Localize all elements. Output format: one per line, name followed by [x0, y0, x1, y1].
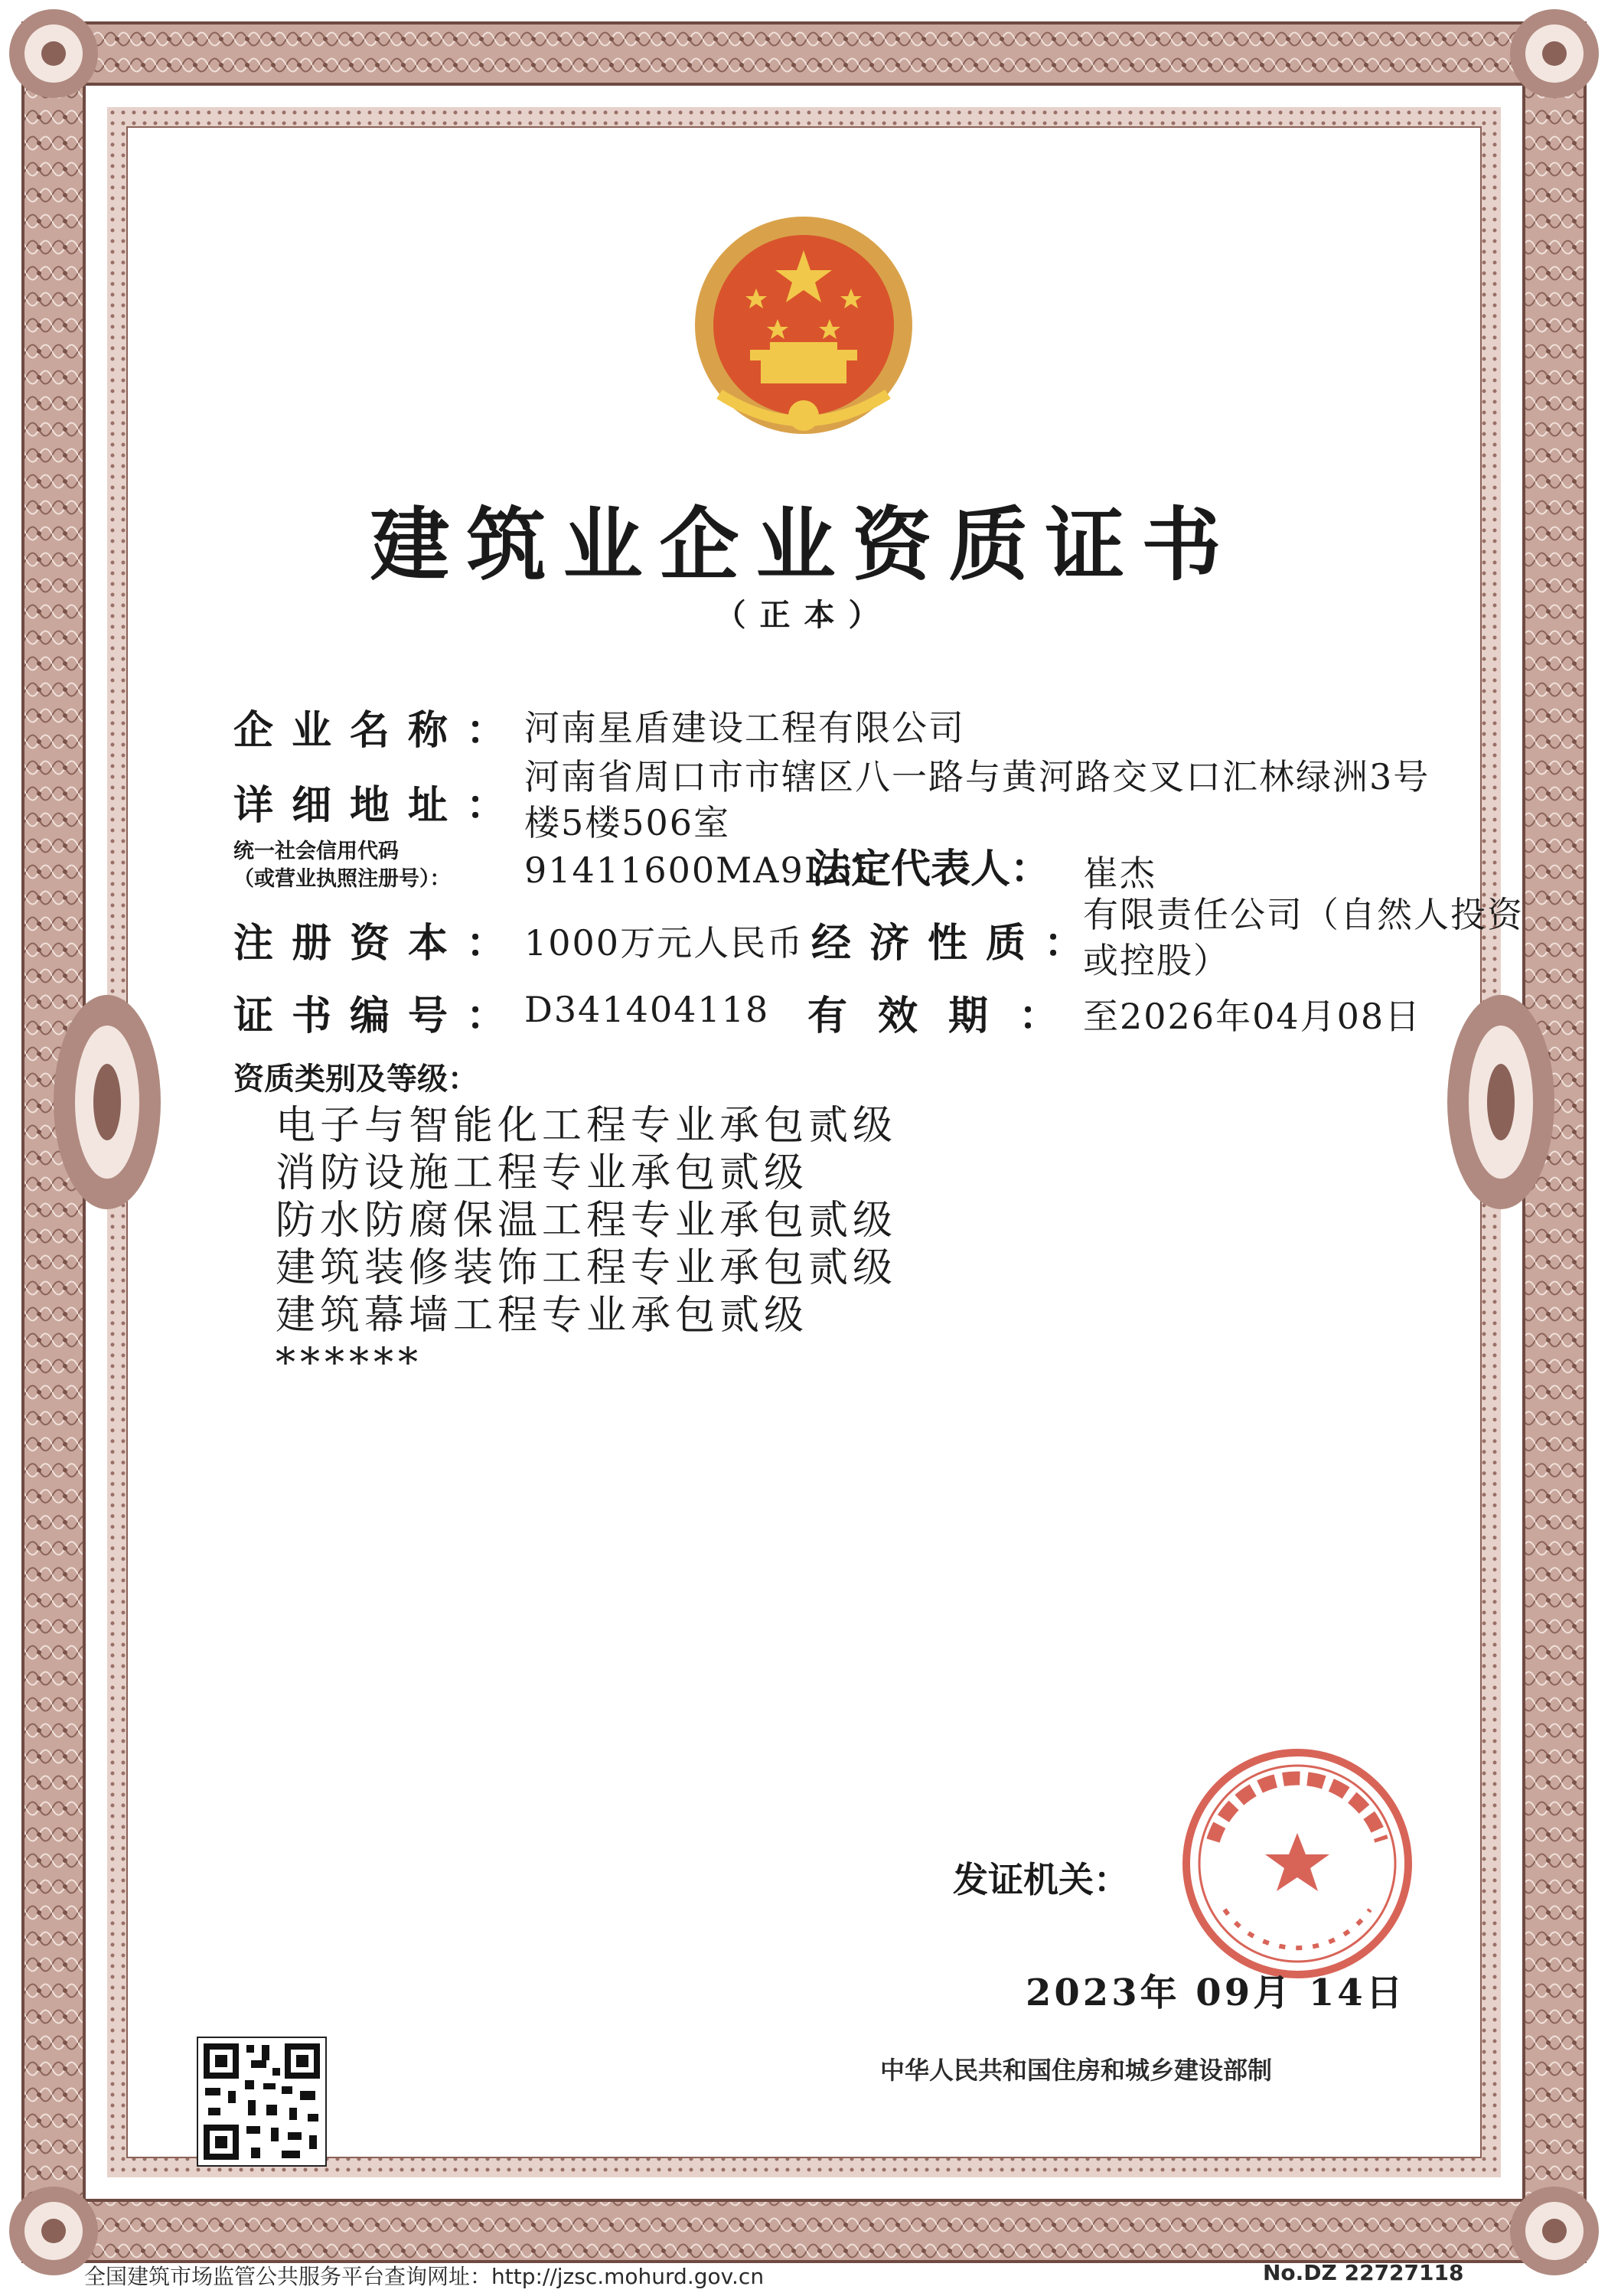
serial-number: No.DZ 22727118 [1263, 2260, 1464, 2285]
website-line: 全国建筑市场监管公共服务平台查询网址：http://jzsc.mohurd.gov.cn [84, 2264, 765, 2289]
credit-code-value: 91411600MA9L6L [524, 850, 879, 891]
cert-no-label: 证书编号： [233, 993, 525, 1039]
nature-label: 经济性质： [811, 921, 1103, 967]
issue-date: 2023年 09月 14日 [1026, 1971, 1406, 2014]
certificate-subtitle: （正本） [715, 598, 893, 633]
valid-value: 至2026年04月08日 [1083, 996, 1422, 1037]
legal-rep-value: 崔杰 [1083, 853, 1156, 894]
qualifications-list [276, 1102, 897, 1387]
credit-code-label [233, 838, 451, 893]
address-line-2: 楼5楼506室 [524, 802, 731, 843]
valid-label: 有效期： [807, 993, 1090, 1039]
address-value [524, 754, 1527, 846]
capital-label: 注册资本： [233, 921, 525, 967]
address-label: 详细地址： [233, 783, 525, 829]
company-name-label: 企业名称： [233, 708, 525, 754]
company-name-value: 河南星盾建设工程有限公司 [524, 707, 965, 748]
ministry-name: 中华人民共和国住房和城乡建设部制 [880, 2056, 1273, 2085]
nature-line-1: 有限责任公司（自然人投资 [1083, 894, 1524, 935]
national-emblem-icon [695, 217, 912, 434]
legal-rep-label: 法定代表人： [811, 846, 1051, 892]
issuer-label: 发证机关： [953, 1859, 1129, 1900]
qualifications-label: 资质类别及等级： [233, 1062, 478, 1097]
capital-value: 1000万元人民币 [524, 922, 804, 964]
certificate-title: 建筑业企业资质证书 [370, 498, 1238, 592]
nature-line-2: 或控股） [1083, 940, 1230, 981]
qr-code-icon [197, 2037, 326, 2166]
official-seal-icon [1186, 1753, 1408, 1975]
qualification-item: ****** [276, 1340, 422, 1386]
credit-code-label-line1: 统一社会信用代码 [233, 840, 399, 863]
qualification-item: 电子与智能化工程专业承包贰级 [276, 1103, 898, 1149]
qualification-item: 消防设施工程专业承包贰级 [276, 1150, 809, 1196]
cert-no-value: D341404118 [524, 989, 770, 1030]
nature-value [1083, 892, 1527, 983]
qualification-item: 建筑装修装饰工程专业承包贰级 [276, 1245, 898, 1291]
qualification-item: 建筑幕墙工程专业承包贰级 [276, 1293, 809, 1339]
address-line-1: 河南省周口市市辖区八一路与黄河路交叉口汇林绿洲3号 [524, 756, 1430, 797]
qualification-item: 防水防腐保温工程专业承包贰级 [276, 1198, 898, 1244]
credit-code-label-line2: （或营业执照注册号）： [233, 867, 451, 891]
